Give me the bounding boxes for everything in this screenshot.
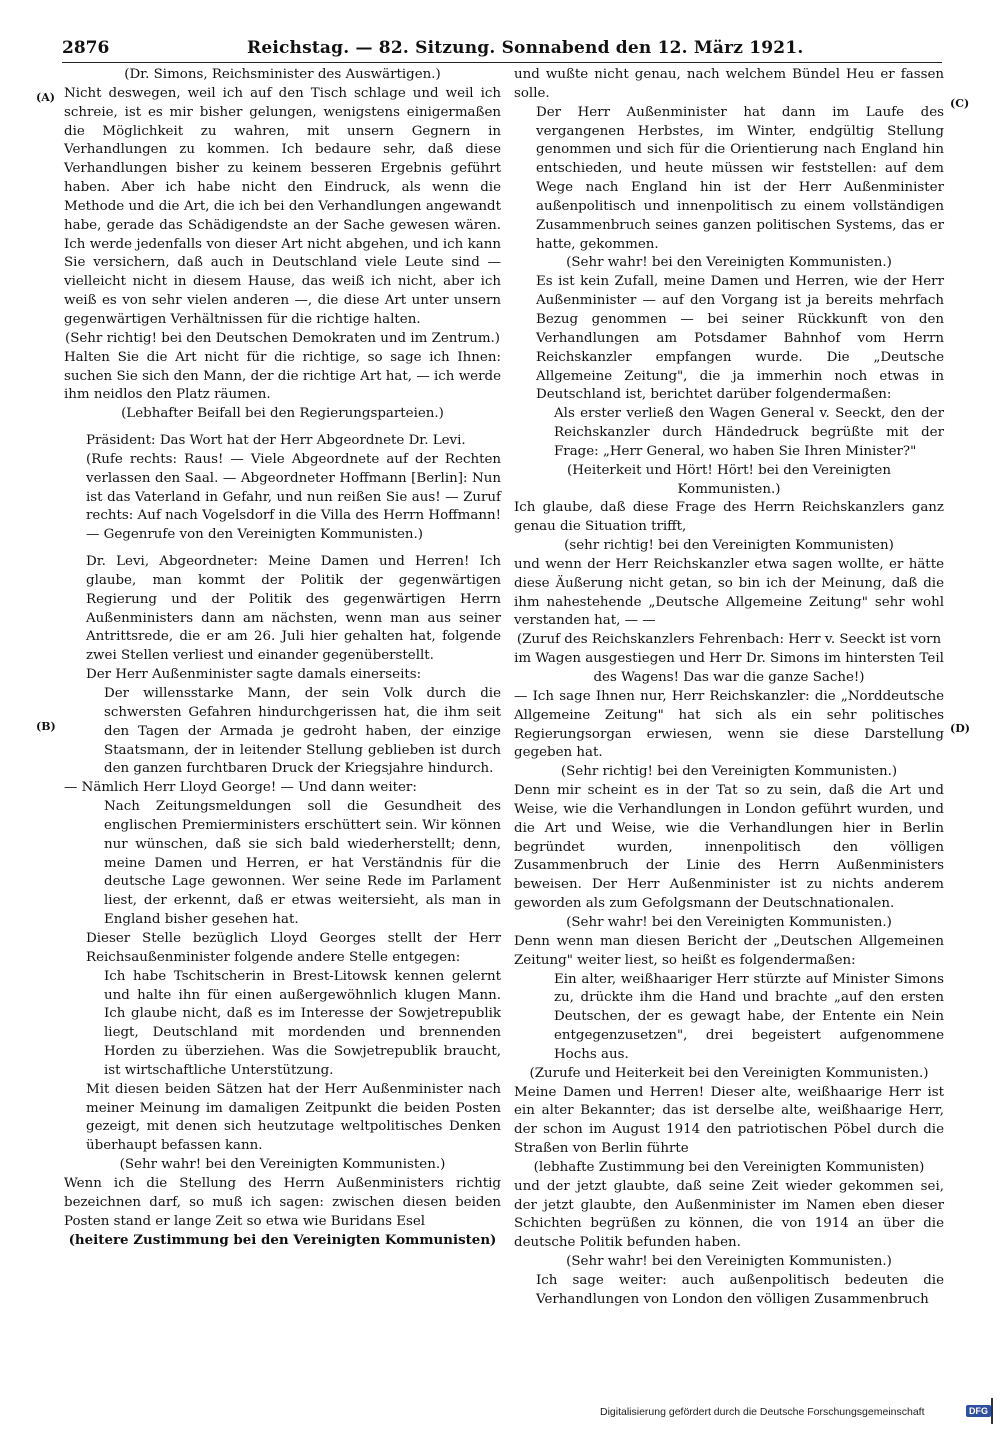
- footer-credit: Digitalisierung gefördert durch die Deutsche Forschungsgemeinschaft: [600, 1406, 925, 1418]
- margin-marker-c: (C): [950, 97, 970, 110]
- interjection: (heitere Zustimmung bei den Vereinigten Kommunisten): [68, 1232, 497, 1249]
- paragraph: Denn mir scheint es in der Tat so zu sein, daß die Art und Weise, wie die Verhandlungen in London geführt wurden, und die Art und Weise, wie die Verhandlungen hier in Berlin begründet wurden, innenpolitisch den völligen Zusammenbruch der Linie des Herrn Außenministers beweisen. Der Herr Außenminister ist zu nichts anderem geworden als zum Gefolgsmann der Deutschnationalen.: [514, 783, 944, 912]
- paragraph: Der Herr Außenminister hat dann im Laufe des vergangenen Herbstes, im Winter, endgültig Stellung genommen und sich für die Orientierung nach England hin entschieden, und heute müssen wir feststellen: auf dem Wege nach England hin ist der Herr Außenminister außenpolitisch und innenpolitisch zu einem vollständigen Zusammenbruch seines ganzen politischen Systems, das er hatte, gekommen.: [536, 104, 944, 252]
- interjection: (Sehr wahr! bei den Vereinigten Kommunisten.): [566, 1254, 892, 1270]
- interjection: (Rufe rechts: Raus! — Viele Abgeordnete auf der Rechten verlassen den Saal. — Abgeordneter Hoffmann [Berlin]: Nun ist das Vaterland in Gefahr, und nun reißen Sie aus! — Zuruf rechts: Auf nach Vogelsdorf in die Villa des Herrn Hoffmann! — Gegenrufe von den Vereinigten Kommunisten.): [86, 451, 501, 543]
- interjection: (lebhafte Zustimmung bei den Vereinigten Kommunisten): [533, 1159, 925, 1175]
- paragraph: Mit diesen beiden Sätzen hat der Herr Außenminister nach meiner Meinung im damaligen Zeitpunkt die beiden Posten gezeigt, mit denen sich heutzutage weltpolitisches Denken überhaupt befassen kann.: [86, 1081, 501, 1154]
- paragraph: und wenn der Herr Reichskanzler etwa sagen wollte, er hätte diese Äußerung nicht getan, so bin ich der Meinung, daß die ihm nahestehende „Deutsche Allgemeine Zeitung" sehr wohl verstanden hat, — —: [514, 556, 944, 629]
- quotation: Ich habe Tschitscherin in Brest-Litowsk kennen gelernt und halte ihn für einen außergewöhnlich klugen Mann. Ich glaube nicht, daß es im Interesse der Sowjetrepublik liegt, Deutschland mit mordenden und brennenden Horden zu überziehen. Was die Sowjetrepublik braucht, ist wirtschaftliche Unterstützung.: [104, 968, 501, 1078]
- paragraph: und wußte nicht genau, nach welchem Bündel Heu er fassen solle.: [514, 67, 944, 101]
- quotation: Als erster verließ den Wagen General v. Seeckt, den der Reichskanzler durch Händedruck begrüßte mit der Frage: „Herr General, wo haben Sie Ihren Minister?": [554, 406, 944, 459]
- interjection: (Sehr wahr! bei den Vereinigten Kommunisten.): [566, 914, 892, 930]
- interjection: (Sehr richtig! bei den Deutschen Demokraten und im Zentrum.): [64, 330, 501, 346]
- dfg-logo: DFG: [966, 1405, 991, 1417]
- interjection: (Sehr wahr! bei den Vereinigten Kommunisten.): [566, 255, 892, 271]
- page-number: 2876: [62, 38, 110, 58]
- page-title: Reichstag. — 82. Sitzung. Sonnabend den 12. März 1921.: [247, 38, 804, 58]
- interjection: (Zurufe und Heiterkeit bei den Vereinigten Kommunisten.): [529, 1065, 929, 1081]
- interjection: (sehr richtig! bei den Vereinigten Kommunisten): [564, 538, 894, 554]
- interjection: (Sehr richtig! bei den Vereinigten Kommunisten.): [560, 764, 898, 780]
- paragraph: Nicht deswegen, weil ich auf den Tisch schlage und weil ich schreie, ist es mir bisher gelungen, wenigstens einigermaßen die Möglichkeit zu wahren, mit unsern Gegnern in Verhandlungen zu kommen. Ich bedaure sehr, daß diese Verhandlungen bisher zu keinem besseren Ergebnis geführt haben. Aber ich habe nicht den Eindruck, als wenn die Methode und die Art, die ich bei den Verhandlungen angewandt habe, gerade das Schädigendste an der Sache gewesen wären. Ich werde jedenfalls von dieser Art nicht abgehen, und ich kann Sie versichern, daß auch in Deutschland viele Leute sind — vielleicht nicht in diesem Hause, das weiß ich nicht, aber ich weiß es von sehr vielen anderen —, die diese Art unter unsern gegenwärtigen Verhältnissen für die richtige halten.: [64, 85, 501, 327]
- paragraph: Halten Sie die Art nicht für die richtige, so sage ich Ihnen: suchen Sie sich den Mann, der die richtige Art hat, — ich werde ihm neidlos den Platz räumen.: [64, 349, 501, 403]
- quotation: Der willensstarke Mann, der sein Volk durch die schwersten Gefahren hindurchgerissen hat, die ihm seit den Tagen der Armada je gedroht haben, der einzige Staatsmann, der in leitender Stellung geblieben ist durch den ganzen furchtbaren Druck der Kriegsjahre hindurch.: [104, 686, 501, 777]
- paragraph: Ich sage weiter: auch außenpolitisch bedeuten die Verhandlungen von London den völligen Zusammenbruch: [536, 1273, 944, 1307]
- page-header: [62, 38, 942, 63]
- paragraph: — Ich sage Ihnen nur, Herr Reichskanzler: die „Norddeutsche Allgemeine Zeitung" hat sich als ein sehr politisches Regierungsorgan erwiesen, wenn sie diese Darstellung gegeben hat.: [514, 688, 944, 761]
- paragraph: Meine Damen und Herren! Dieser alte, weißhaarige Herr ist ein alter Bekannter; das ist derselbe alte, weißhaarige Herr, der schon im August 1914 den patriotischen Pöbel durch die Straßen von Berlin führte: [514, 1084, 944, 1157]
- right-column: [514, 66, 944, 1310]
- quotation: Ein alter, weißhaariger Herr stürzte auf Minister Simons zu, drückte ihm die Hand und brachte „auf den ersten Deutschen, der es gewagt habe, der Entente ein Nein entgegenzusetzen", drei begeistert aufgenommene Hochs aus.: [554, 971, 944, 1062]
- left-column: [64, 66, 501, 1250]
- president-statement: Präsident: Das Wort hat der Herr Abgeordnete Dr. Levi.: [86, 433, 466, 449]
- interjection: (Sehr wahr! bei den Vereinigten Kommunisten.): [119, 1157, 446, 1173]
- paragraph: Ich glaube, daß diese Frage des Herrn Reichskanzlers ganz genau die Situation trifft,: [514, 500, 944, 535]
- margin-marker-a: (A): [36, 91, 55, 104]
- paragraph: Der Herr Außenminister sagte damals einerseits:: [86, 667, 422, 683]
- paragraph: — Nämlich Herr Lloyd George! — Und dann weiter:: [64, 780, 417, 796]
- speaker-note: (Dr. Simons, Reichsminister des Auswärtigen.): [124, 67, 441, 82]
- interjection: (Lebhafter Beifall bei den Regierungsparteien.): [121, 406, 444, 422]
- margin-marker-b: (B): [36, 720, 56, 733]
- quotation: Nach Zeitungsmeldungen soll die Gesundheit des englischen Premierministers erschüttert sein. Wir können nur wünschen, daß sie sich bald wiederherstellt; denn, meine Damen und Herren, er hat Verständnis für die deutsche Lage gewonnen. Wer seine Rede im Parlament liest, der erkennt, daß er etwas weitersieht, als man in England bisher gesehen hat.: [104, 799, 501, 928]
- paragraph: Wenn ich die Stellung des Herrn Außenministers richtig bezeichnen darf, so muß ich sagen: zwischen diesen beiden Posten stand er lange Zeit so etwa wie Buridans Esel: [64, 1175, 501, 1229]
- paragraph: und der jetzt glaubte, daß seine Zeit wieder gekommen sei, der jetzt glaubte, den Außenminister im Namen eben dieser Schichten begrüßen zu können, die von 1914 an über die deutsche Politik befunden haben.: [514, 1178, 944, 1251]
- interjection: (Zuruf des Reichskanzlers Fehrenbach: Herr v. Seeckt ist vorn im Wagen ausgestiegen und Herr Dr. Simons im hintersten Teil des Wagens! Das war die ganze Sache!): [514, 632, 944, 685]
- divider: [991, 1398, 993, 1424]
- interjection: (Heiterkeit und Hört! Hört! bei den Vereinigten Kommunisten.): [567, 462, 891, 497]
- margin-marker-d: (D): [950, 722, 970, 735]
- paragraph: Es ist kein Zufall, meine Damen und Herren, wie der Herr Außenminister — auf den Vorgang ist ja bereits mehrfach Bezug genommen — bei seiner Rückkunft von den Verhandlungen am Potsdamer Bahnhof vom Herrn Reichskanzler empfangen wurde. Die „Deutsche Allgemeine Zeitung", die ja immerhin noch etwas in Deutschland ist, berichtet darüber folgendermaßen:: [536, 274, 944, 403]
- paragraph: Denn wenn man diesen Bericht der „Deutschen Allgemeinen Zeitung" weiter liest, so heißt es folgendermaßen:: [514, 933, 944, 968]
- paragraph: Dr. Levi, Abgeordneter: Meine Damen und Herren! Ich glaube, man kommt der Politik der gegenwärtigen Regierung und der Politik des gegenwärtigen Herrn Außenministers dann am nächsten, wenn man aus seiner Antrittsrede, die er am 26. Juli hier gehalten hat, folgende zwei Stellen verliest und einander gegenüberstellt.: [86, 554, 501, 664]
- paragraph: Dieser Stelle bezüglich Lloyd Georges stellt der Herr Reichsaußenminister folgende andere Stelle entgegen:: [86, 930, 501, 965]
